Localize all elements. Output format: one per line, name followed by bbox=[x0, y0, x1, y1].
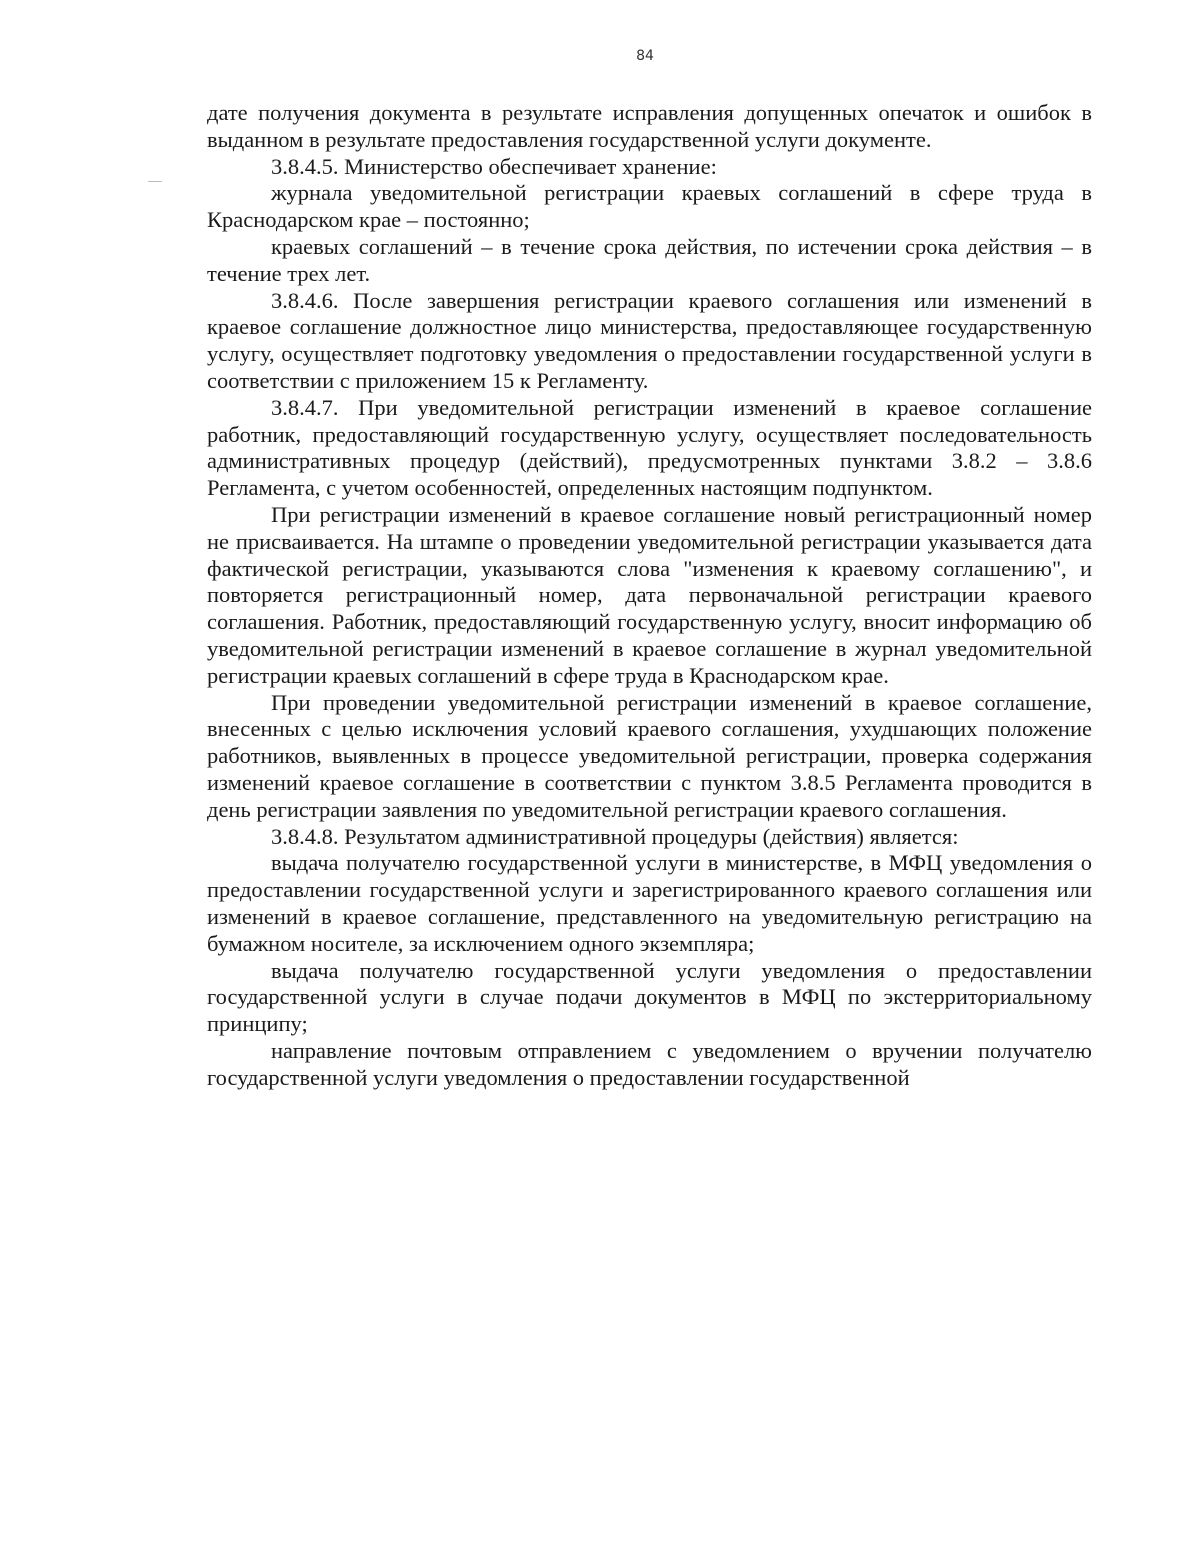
paragraph-8: При проведении уведомительной регистрации изменений в краевое соглашение, внесенных с целью исключения условий краевого соглашения, ухудшающих положение работников, выявленных в процессе уведомительной регистрации, проверка содержания изменений краевое соглашение в соответствии с пунктом 3.8.5 Регламента проводится в день регистрации заявления по уведомительной регистрации краевого соглашения. bbox=[207, 689, 1092, 822]
paragraph-5: 3.8.4.6. После завершения регистрации краевого соглашения или изменений в краевое соглашение должностное лицо министерства, предоставляющее государственную услугу, осуществляет подготовку уведомления о предоставлении государственной услуги в соответствии с приложением 15 к Регламенту. bbox=[207, 287, 1092, 393]
paragraph-10: выдача получателю государственной услуги в министерстве, в МФЦ уведомления о предоставлении государственной услуги и зарегистрированного краевого соглашения или изменений в краевое соглашение, представленного на уведомительную регистрацию на бумажном носителе, за исключением одного экземпляра; bbox=[207, 850, 1092, 956]
paragraph-2: 3.8.4.5. Министерство обеспечивает хранение: bbox=[271, 153, 717, 179]
paragraph-1: дате получения документа в результате исправления допущенных опечаток и ошибок в выданном в результате предоставления государственной услуги документе. bbox=[207, 100, 1092, 152]
paragraph-7: При регистрации изменений в краевое соглашение новый регистрационный номер не присваивается. На штампе о проведении уведомительной регистрации указывается дата фактической регистрации, указываются слова "изменения к краевому соглашению", и повторяется регистрационный номер, дата первоначальной регистрации краевого соглашения. Работник, предоставляющий государственную услугу, вносит информацию об уведомительной регистрации изменений в краевое соглашение в журнал уведомительной регистрации краевых соглашений в сфере труда в Краснодарском крае. bbox=[207, 501, 1092, 688]
document-body bbox=[207, 100, 1092, 1091]
paragraph-6: 3.8.4.7. При уведомительной регистрации изменений в краевое соглашение работник, предоставляющий государственную услугу, осуществляет последовательность административных процедур (действий), предусмотренных пунктами 3.8.2 – 3.8.6 Регламента, с учетом особенностей, определенных настоящим подпунктом. bbox=[207, 394, 1092, 501]
paragraph-12: направление почтовым отправлением с уведомлением о вручении получателю государственной услуги уведомления о предоставлении государственной bbox=[207, 1037, 1092, 1090]
paragraph-9: 3.8.4.8. Результатом административной процедуры (действия) является: bbox=[271, 823, 959, 849]
margin-mark bbox=[148, 181, 162, 182]
paragraph-3: журнала уведомительной регистрации краевых соглашений в сфере труда в Краснодарском крае – постоянно; bbox=[207, 180, 1092, 233]
paragraph-11: выдача получателю государственной услуги уведомления о предоставлении государственной услуги в случае подачи документов в МФЦ по экстерриториальному принципу; bbox=[207, 957, 1092, 1037]
paragraph-4: краевых соглашений – в течение срока действия, по истечении срока действия – в течение трех лет. bbox=[207, 233, 1092, 286]
page-number: 84 bbox=[636, 48, 654, 64]
